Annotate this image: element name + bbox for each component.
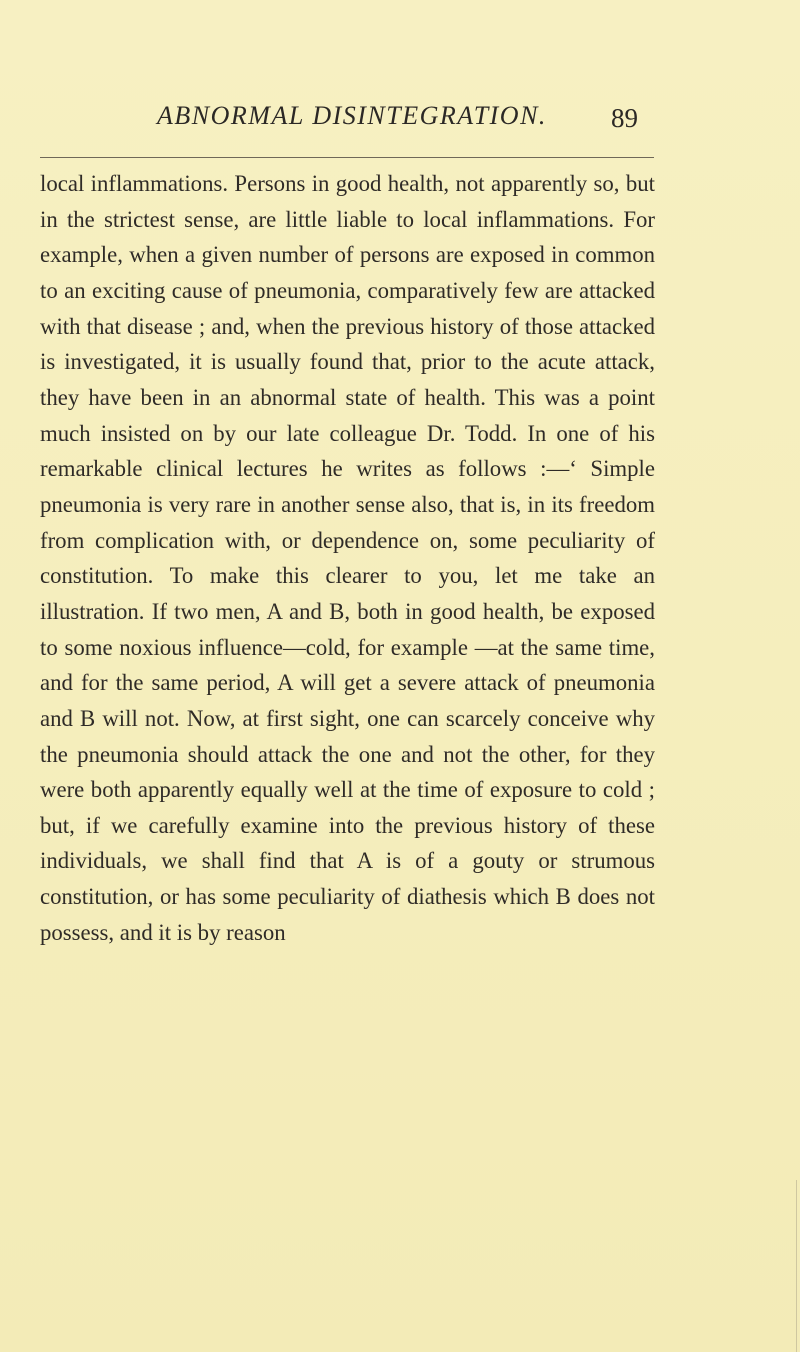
body-text	[40, 166, 655, 950]
page-edge-line	[796, 1180, 797, 1352]
page-number: 89	[611, 103, 638, 133]
running-head: ABNORMAL DISINTEGRATION.	[157, 101, 547, 130]
body-paragraph: local inflammations. Persons in good health, not apparently so, but in the strictest sense, are little liable to local inflammations. For example, when a given number of persons are exposed in common to an exciting cause of pneumonia, comparatively few are attacked with that disease ; and, when the previous history of those attacked is investigated, it is usually found that, prior to the acute attack, they have been in an abnormal state of health. This was a point much insisted on by our late colleague Dr. Todd. In one of his remarkable clinical lectures he writes as follows :—‘ Simple pneumonia is very rare in another sense also, that is, in its freedom from complication with, or dependence on, some peculiarity of constitution. To make this clearer to you, let me take an illustration. If two men, A and B, both in good health, be exposed to some noxious influence—cold, for example —at the same time, and for the same period, A will get a severe attack of pneumonia and B will not. Now, at first sight, one can scarcely conceive why the pneumonia should attack the one and not the other, for they were both apparently equally well at the time of exposure to cold ; but, if we carefully examine into the previous history of these individuals, we shall find that A is of a gouty or strumous constitution, or has some peculiarity of diathesis which B does not possess, and it is by reason	[40, 171, 655, 945]
header-rule	[40, 157, 654, 158]
page-header	[0, 101, 800, 141]
